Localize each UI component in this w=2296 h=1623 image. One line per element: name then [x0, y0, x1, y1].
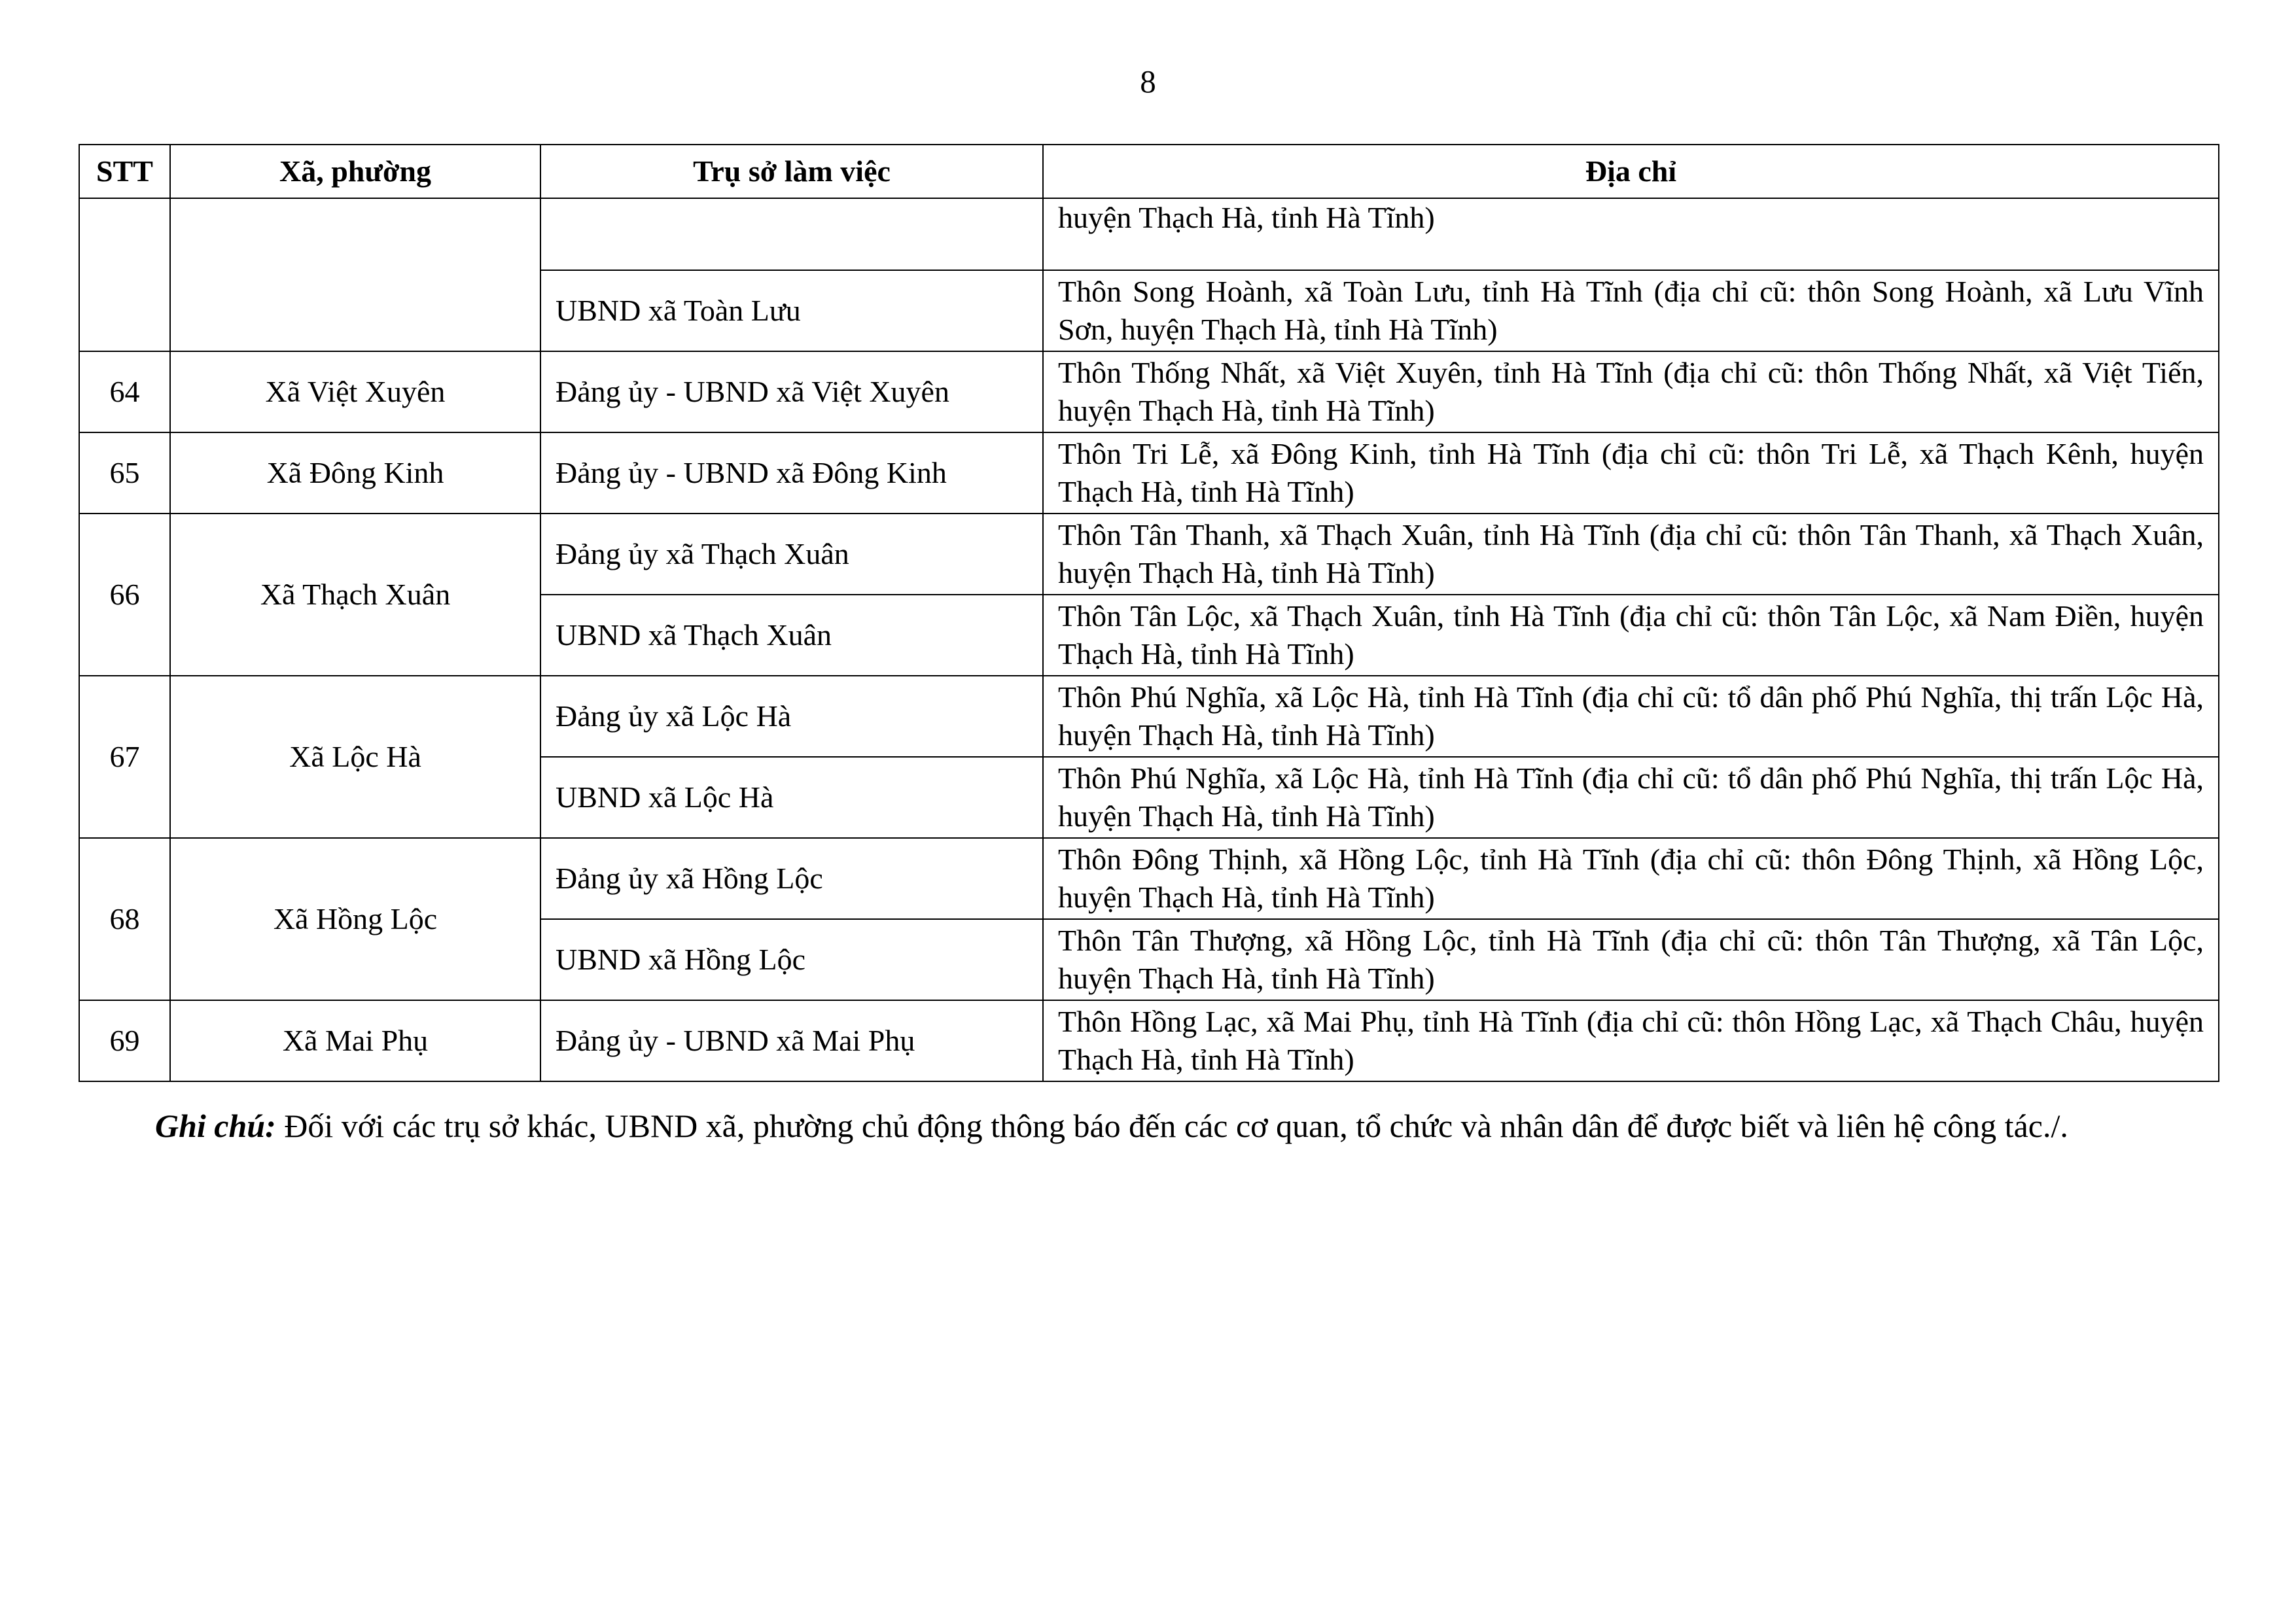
- office-cell: UBND xã Toàn Lưu: [540, 270, 1043, 351]
- office-cell: UBND xã Hồng Lộc: [540, 919, 1043, 1000]
- address-cell: huyện Thạch Hà, tỉnh Hà Tĩnh): [1043, 198, 2219, 270]
- address-cell: Thôn Đông Thịnh, xã Hồng Lộc, tỉnh Hà Tĩnh (địa chỉ cũ: thôn Đông Thịnh, xã Hồng Lộc, huyện Thạch Hà, tỉnh Hà Tĩnh): [1043, 838, 2219, 919]
- ward-cell: [170, 198, 540, 351]
- address-cell: Thôn Hồng Lạc, xã Mai Phụ, tỉnh Hà Tĩnh (địa chỉ cũ: thôn Hồng Lạc, xã Thạch Châu, huyện Thạch Hà, tỉnh Hà Tĩnh): [1043, 1000, 2219, 1081]
- office-cell: [540, 198, 1043, 270]
- address-cell: Thôn Phú Nghĩa, xã Lộc Hà, tỉnh Hà Tĩnh (địa chỉ cũ: tổ dân phố Phú Nghĩa, thị trấn Lộc Hà, huyện Thạch Hà, tỉnh Hà Tĩnh): [1043, 676, 2219, 757]
- table-row: [79, 198, 2219, 270]
- office-cell: UBND xã Lộc Hà: [540, 757, 1043, 838]
- table-row: [79, 432, 2219, 514]
- ward-cell: Xã Mai Phụ: [170, 1000, 540, 1081]
- header-address: Địa chỉ: [1043, 145, 2219, 198]
- ward-cell: Xã Đông Kinh: [170, 432, 540, 514]
- ward-cell: Xã Việt Xuyên: [170, 351, 540, 432]
- table-header-row: [79, 145, 2219, 198]
- page-number: 8: [1140, 63, 1156, 99]
- footnote-text: Đối với các trụ sở khác, UBND xã, phường chủ động thông báo đến các cơ quan, tổ chức và nhân dân để được biết và liên hệ công tác./.: [275, 1108, 2068, 1144]
- address-cell: Thôn Tân Lộc, xã Thạch Xuân, tỉnh Hà Tĩnh (địa chỉ cũ: thôn Tân Lộc, xã Nam Điền, huyện Thạch Hà, tỉnh Hà Tĩnh): [1043, 595, 2219, 676]
- address-cell: Thôn Thống Nhất, xã Việt Xuyên, tỉnh Hà Tĩnh (địa chỉ cũ: thôn Thống Nhất, xã Việt Tiến, huyện Thạch Hà, tỉnh Hà Tĩnh): [1043, 351, 2219, 432]
- office-cell: Đảng ủy - UBND xã Việt Xuyên: [540, 351, 1043, 432]
- table-row: [79, 838, 2219, 919]
- stt-cell: 66: [79, 514, 170, 676]
- stt-cell: 65: [79, 432, 170, 514]
- ward-cell: Xã Thạch Xuân: [170, 514, 540, 676]
- stt-cell: 64: [79, 351, 170, 432]
- stt-cell: [79, 198, 170, 351]
- office-address-table: [79, 144, 2219, 1082]
- header-stt: STT: [79, 145, 170, 198]
- header-ward: Xã, phường: [170, 145, 540, 198]
- ward-cell: Xã Lộc Hà: [170, 676, 540, 838]
- office-cell: UBND xã Thạch Xuân: [540, 595, 1043, 676]
- address-cell: Thôn Phú Nghĩa, xã Lộc Hà, tỉnh Hà Tĩnh (địa chỉ cũ: tổ dân phố Phú Nghĩa, thị trấn Lộc Hà, huyện Thạch Hà, tỉnh Hà Tĩnh): [1043, 757, 2219, 838]
- footnote-label: Ghi chú:: [155, 1108, 276, 1144]
- office-cell: Đảng ủy xã Hồng Lộc: [540, 838, 1043, 919]
- table-row: [79, 676, 2219, 757]
- stt-cell: 69: [79, 1000, 170, 1081]
- ward-cell: Xã Hồng Lộc: [170, 838, 540, 1000]
- address-cell: Thôn Tân Thượng, xã Hồng Lộc, tỉnh Hà Tĩnh (địa chỉ cũ: thôn Tân Thượng, xã Tân Lộc, huyện Thạch Hà, tỉnh Hà Tĩnh): [1043, 919, 2219, 1000]
- office-cell: Đảng ủy xã Lộc Hà: [540, 676, 1043, 757]
- header-office: Trụ sở làm việc: [540, 145, 1043, 198]
- footnote: [155, 1106, 2151, 1146]
- table-row: [79, 351, 2219, 432]
- stt-cell: 67: [79, 676, 170, 838]
- address-cell: Thôn Song Hoành, xã Toàn Lưu, tỉnh Hà Tĩnh (địa chỉ cũ: thôn Song Hoành, xã Lưu Vĩnh Sơn, huyện Thạch Hà, tỉnh Hà Tĩnh): [1043, 270, 2219, 351]
- office-cell: Đảng ủy - UBND xã Đông Kinh: [540, 432, 1043, 514]
- table-row: [79, 1000, 2219, 1081]
- address-cell: Thôn Tri Lễ, xã Đông Kinh, tỉnh Hà Tĩnh (địa chỉ cũ: thôn Tri Lễ, xã Thạch Kênh, huyện Thạch Hà, tỉnh Hà Tĩnh): [1043, 432, 2219, 514]
- stt-cell: 68: [79, 838, 170, 1000]
- table-row: [79, 514, 2219, 595]
- office-cell: Đảng ủy xã Thạch Xuân: [540, 514, 1043, 595]
- office-cell: Đảng ủy - UBND xã Mai Phụ: [540, 1000, 1043, 1081]
- address-cell: Thôn Tân Thanh, xã Thạch Xuân, tỉnh Hà Tĩnh (địa chỉ cũ: thôn Tân Thanh, xã Thạch Xuân, huyện Thạch Hà, tỉnh Hà Tĩnh): [1043, 514, 2219, 595]
